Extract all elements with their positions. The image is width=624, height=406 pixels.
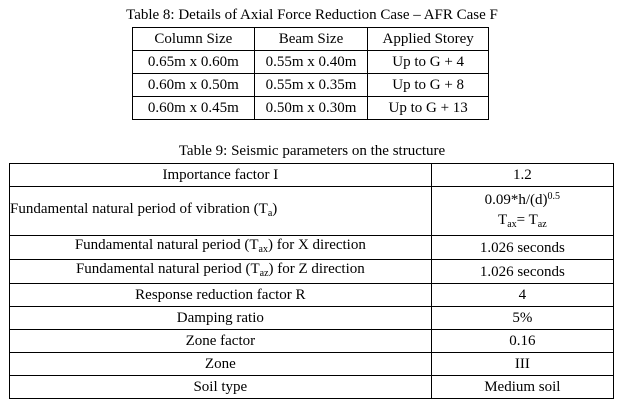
table-row bbox=[10, 260, 614, 284]
param-label: Zone bbox=[10, 353, 432, 376]
afr-case-f-table bbox=[132, 27, 489, 120]
param-label: Importance factor I bbox=[10, 164, 432, 187]
param-value: 1.2 bbox=[431, 164, 613, 187]
table-row bbox=[10, 164, 614, 187]
formula-superscript: 0.5 bbox=[547, 191, 561, 202]
label-subscript: az bbox=[259, 268, 269, 279]
table-header-row bbox=[133, 28, 489, 51]
cell-beam-size: 0.50m x 0.30m bbox=[254, 97, 368, 120]
label-text: ) bbox=[272, 200, 278, 217]
param-value: Medium soil bbox=[431, 376, 613, 399]
table-row bbox=[10, 284, 614, 307]
table-row bbox=[133, 51, 489, 74]
table-row bbox=[10, 376, 614, 399]
cell-applied-storey: Up to G + 8 bbox=[368, 74, 489, 97]
param-label: Response reduction factor R bbox=[10, 284, 432, 307]
table-row bbox=[10, 307, 614, 330]
table-row bbox=[133, 74, 489, 97]
label-subscript: a bbox=[267, 207, 273, 219]
table-row bbox=[10, 330, 614, 353]
label-text: ) for X direction bbox=[267, 237, 366, 253]
cell-beam-size: 0.55m x 0.35m bbox=[254, 74, 368, 97]
table8-caption: Table 8: Details of Axial Force Reduction Case – AFR Case F bbox=[126, 7, 498, 23]
formula-line bbox=[432, 187, 613, 210]
table-row bbox=[10, 187, 614, 236]
cell-applied-storey: Up to G + 4 bbox=[368, 51, 489, 74]
header-beam-size: Beam Size bbox=[254, 28, 368, 51]
param-value: 4 bbox=[431, 284, 613, 307]
table-row bbox=[10, 353, 614, 376]
cell-beam-size: 0.55m x 0.40m bbox=[254, 51, 368, 74]
table9-caption: Table 9: Seismic parameters on the structure bbox=[178, 143, 446, 159]
param-value: III bbox=[431, 353, 613, 376]
label-subscript: ax bbox=[258, 244, 268, 255]
param-value: 0.16 bbox=[431, 330, 613, 353]
eq-text: = T bbox=[516, 212, 538, 228]
param-label: Soil type bbox=[10, 376, 432, 399]
formula-text: 0.09*h/(d) bbox=[484, 192, 548, 208]
param-value: 1.026 seconds bbox=[431, 260, 613, 284]
eq-text: T bbox=[498, 212, 508, 228]
eq-subscript: az bbox=[537, 219, 547, 230]
header-column-size: Column Size bbox=[133, 28, 255, 51]
param-label: Damping ratio bbox=[10, 307, 432, 330]
seismic-parameters-table bbox=[9, 163, 614, 399]
label-text: Fundamental natural period (T bbox=[75, 261, 260, 277]
param-value: 5% bbox=[431, 307, 613, 330]
param-label: Zone factor bbox=[10, 330, 432, 353]
cell-column-size: 0.65m x 0.60m bbox=[133, 51, 255, 74]
cell-column-size: 0.60m x 0.45m bbox=[133, 97, 255, 120]
param-label bbox=[10, 260, 432, 284]
label-text: Fundamental natural period of vibration (T bbox=[10, 200, 268, 217]
table-row bbox=[133, 97, 489, 120]
label-text: ) for Z direction bbox=[268, 261, 365, 277]
cell-column-size: 0.60m x 0.50m bbox=[133, 74, 255, 97]
equality-line bbox=[432, 210, 613, 235]
param-label bbox=[10, 236, 432, 260]
param-value: 1.026 seconds bbox=[431, 236, 613, 260]
eq-subscript: ax bbox=[507, 219, 517, 230]
param-value bbox=[431, 187, 613, 236]
param-label bbox=[10, 187, 432, 236]
table-row bbox=[10, 236, 614, 260]
label-text: Fundamental natural period (T bbox=[74, 237, 259, 253]
header-applied-storey: Applied Storey bbox=[368, 28, 489, 51]
cell-applied-storey: Up to G + 13 bbox=[368, 97, 489, 120]
